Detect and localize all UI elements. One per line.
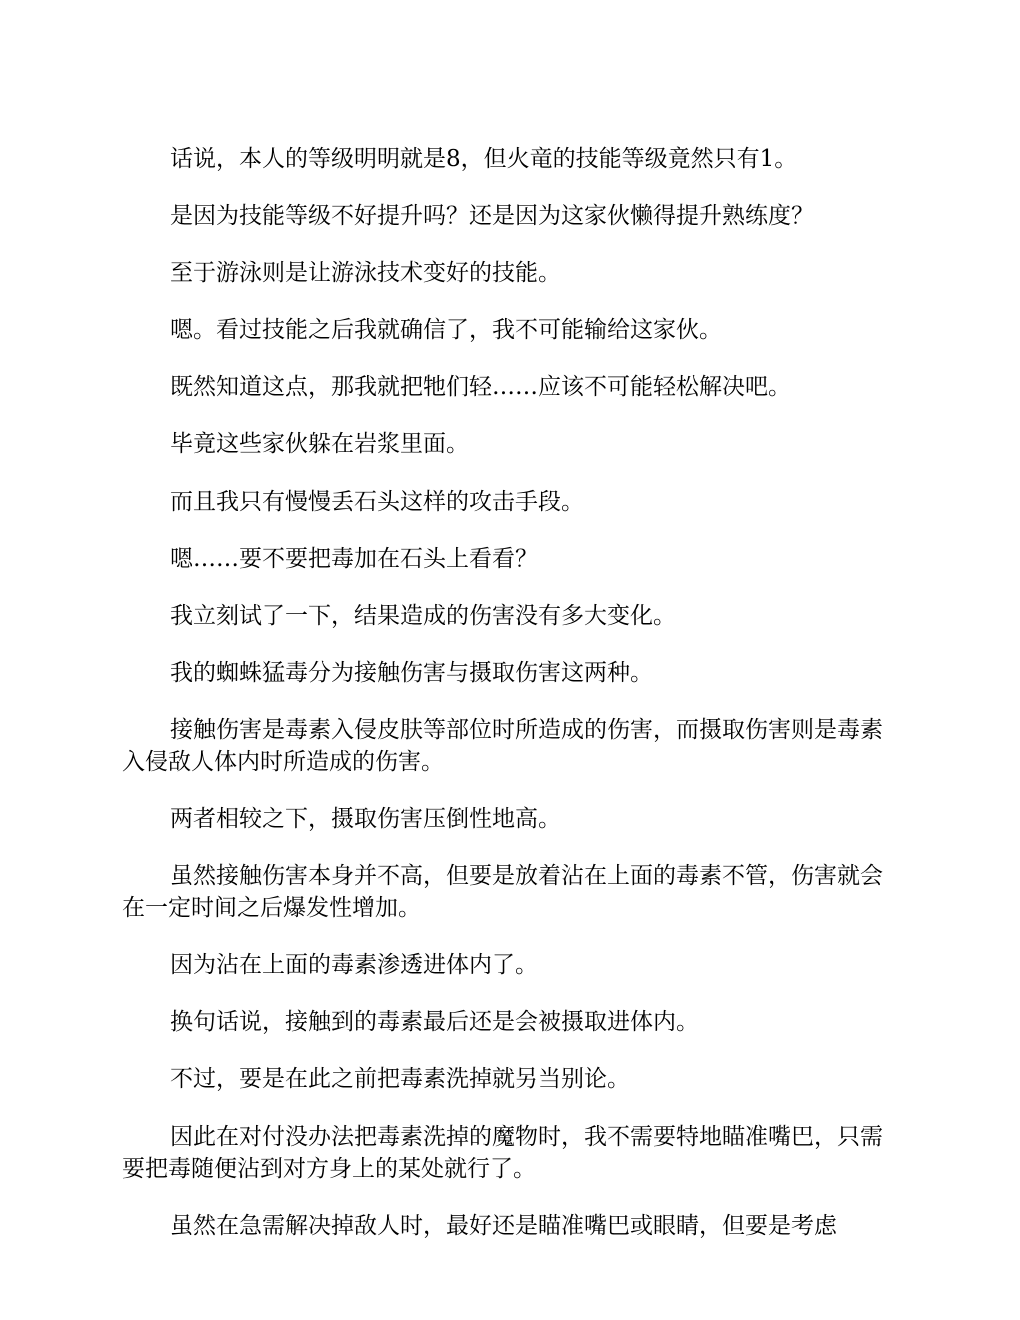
paragraph: 毕竟这些家伙躲在岩浆里面。	[170, 431, 469, 458]
paragraph: 两者相较之下，摄取伤害压倒性地高。	[170, 806, 561, 833]
paragraph: 我立刻试了一下，结果造成的伤害没有多大变化。	[170, 602, 676, 629]
document-page	[122, 143, 900, 1267]
paragraph: 不过，要是在此之前把毒素洗掉就另当别论。	[170, 1066, 630, 1093]
paragraph: 虽然在急需解决掉敌人时，最好还是瞄准嘴巴或眼睛，但要是考虑	[170, 1212, 837, 1239]
paragraph: 至于游泳则是让游泳技术变好的技能。	[170, 260, 561, 287]
paragraph: 话说，本人的等级明明就是8，但火竜的技能等级竟然只有1。	[170, 146, 798, 172]
paragraph: 换句话说，接触到的毒素最后还是会被摄取进体内。	[170, 1009, 699, 1036]
paragraph: 虽然接触伤害本身并不高，但要是放着沾在上面的毒素不管，伤害就会在一定时间之后爆发性增加。	[122, 863, 883, 922]
paragraph: 是因为技能等级不好提升吗？还是因为这家伙懒得提升熟练度？	[170, 203, 814, 230]
paragraph: 嗯。看过技能之后我就确信了，我不可能输给这家伙。	[170, 317, 722, 344]
paragraph: 既然知道这点，那我就把牠们轻……应该不可能轻松解决吧。	[170, 374, 791, 401]
paragraph: 嗯……要不要把毒加在石头上看看？	[170, 545, 538, 572]
paragraph: 我的蜘蛛猛毒分为接触伤害与摄取伤害这两种。	[170, 659, 653, 686]
paragraph: 接触伤害是毒素入侵皮肤等部位时所造成的伤害，而摄取伤害则是毒素入侵敌人体内时所造成的伤害。	[122, 716, 883, 775]
paragraph: 而且我只有慢慢丢石头这样的攻击手段。	[170, 488, 584, 515]
paragraph: 因为沾在上面的毒素渗透进体内了。	[170, 952, 538, 979]
paragraph: 因此在对付没办法把毒素洗掉的魔物时，我不需要特地瞄准嘴巴，只需要把毒随便沾到对方身上的某处就行了。	[122, 1123, 883, 1182]
